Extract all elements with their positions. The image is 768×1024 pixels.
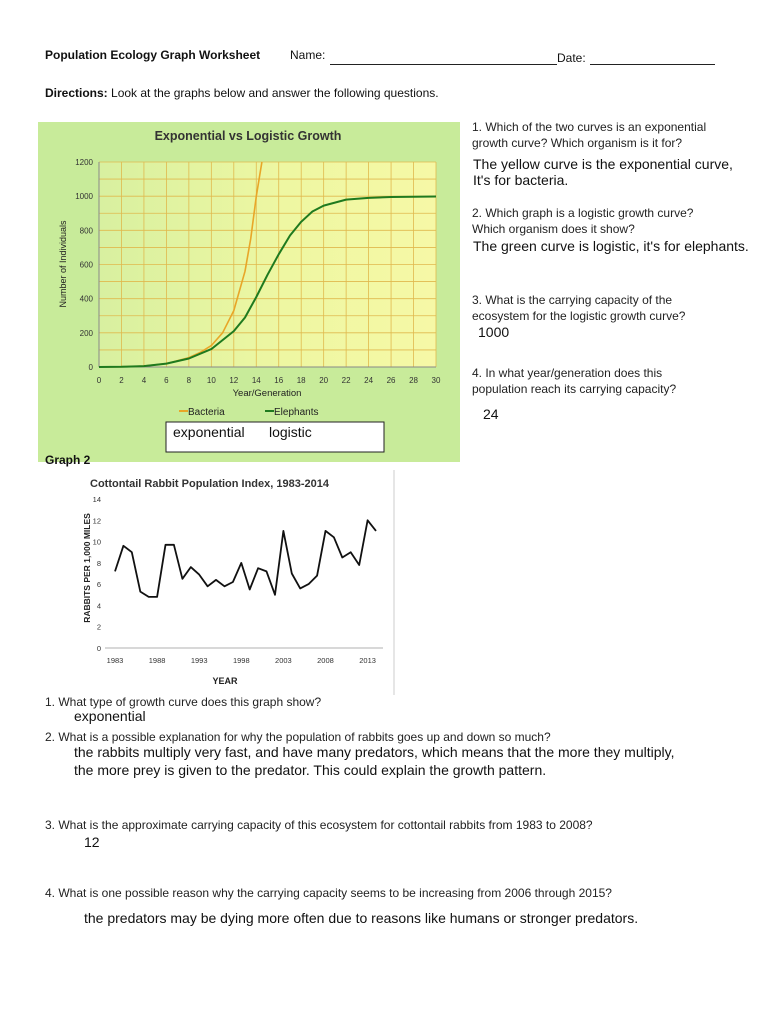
question-3-line-1: 3. What is the carrying capacity of the bbox=[472, 293, 673, 307]
question-2-line-2: Which organism does it show? bbox=[472, 222, 635, 236]
y-tick-label: 400 bbox=[79, 294, 93, 304]
g2-question-4: 4. What is one possible reason why the carrying capacity seems to be increasing from 2006 through 2015? bbox=[45, 886, 612, 900]
legend-bacteria-label: Bacteria bbox=[188, 407, 225, 418]
y-axis-label: Number of Individuals bbox=[58, 220, 68, 308]
g2-answer-3-line-1: 12 bbox=[84, 834, 100, 850]
chart-title: Exponential vs Logistic Growth bbox=[154, 129, 342, 143]
answer-box-exponential: exponential bbox=[173, 424, 245, 440]
rabbit-y-tick-label: 14 bbox=[92, 495, 101, 504]
directions-label: Directions: bbox=[45, 86, 108, 100]
y-tick-label: 600 bbox=[79, 260, 93, 270]
g2-answer-2-line-1: the rabbits multiply very fast, and have many predators, which means that the more they multiply, bbox=[74, 744, 675, 760]
g2-answer-4-line-1: the predators may be dying more often due to reasons like humans or stronger predators. bbox=[84, 910, 639, 926]
directions bbox=[45, 86, 439, 100]
rabbit-x-tick-label: 2008 bbox=[317, 656, 334, 665]
x-tick-label: 26 bbox=[386, 376, 396, 385]
x-tick-label: 0 bbox=[96, 376, 102, 385]
rabbit-x-tick-label: 1993 bbox=[190, 656, 208, 665]
answer-3-line-1: 1000 bbox=[478, 324, 510, 340]
g2-question-1: 1. What type of growth curve does this graph show? bbox=[45, 695, 322, 709]
question-4-line-2: population reach its carrying capacity? bbox=[472, 382, 677, 396]
x-axis-label: Year/Generation bbox=[232, 388, 302, 399]
y-tick-label: 200 bbox=[79, 328, 93, 338]
answer-1-line-1: The yellow curve is the exponential curve, bbox=[473, 156, 733, 172]
logistic-chart bbox=[38, 122, 460, 462]
answer-1-line-2: It's for bacteria. bbox=[473, 172, 569, 188]
rabbit-y-tick-label: 10 bbox=[92, 537, 101, 547]
g2-question-3: 3. What is the approximate carrying capacity of this ecosystem for cottontail rabbits from 1983 to 2008? bbox=[45, 818, 593, 832]
x-tick-label: 2 bbox=[119, 376, 124, 385]
rabbit-x-axis-label: YEAR bbox=[212, 676, 238, 686]
x-tick-label: 28 bbox=[409, 376, 418, 385]
rabbit-y-tick-label: 2 bbox=[96, 622, 101, 632]
rabbit-x-tick-label: 1988 bbox=[148, 656, 166, 665]
rabbit-chart bbox=[45, 470, 395, 695]
g2-question-2: 2. What is a possible explanation for why the population of rabbits goes up and down so much? bbox=[45, 730, 551, 744]
rabbit-y-tick-label: 6 bbox=[96, 580, 101, 590]
x-tick-label: 10 bbox=[206, 376, 216, 385]
question-1-line-2: growth curve? Which organism is it for? bbox=[472, 136, 683, 150]
x-tick-label: 20 bbox=[319, 376, 329, 385]
rabbit-y-tick-label: 0 bbox=[96, 644, 101, 653]
date-label: Date: bbox=[557, 51, 586, 65]
x-tick-label: 12 bbox=[229, 376, 239, 385]
rabbit-x-tick-label: 2013 bbox=[359, 656, 376, 665]
rabbit-x-tick-label: 1983 bbox=[106, 656, 124, 665]
directions-text: Look at the graphs below and answer the following questions. bbox=[111, 86, 439, 100]
rabbit-chart-title: Cottontail Rabbit Population Index, 1983-2014 bbox=[90, 478, 329, 490]
rabbit-y-tick-label: 4 bbox=[96, 601, 101, 611]
answer-2-line-1: The green curve is logistic, it's for elephants. bbox=[473, 238, 749, 254]
rabbit-x-tick-label: 2003 bbox=[275, 656, 292, 665]
legend-elephants-label: Elephants bbox=[274, 407, 319, 418]
name-label: Name: bbox=[290, 48, 326, 62]
g2-answer-1-line-1: exponential bbox=[74, 708, 146, 724]
graph2-label: Graph 2 bbox=[45, 453, 91, 467]
date-field[interactable] bbox=[590, 64, 715, 65]
answer-box-logistic: logistic bbox=[269, 424, 312, 440]
name-field[interactable] bbox=[330, 64, 557, 65]
g2-answer-2-line-2: the more prey is given to the predator. This could explain the growth pattern. bbox=[74, 762, 547, 778]
question-4-line-1: 4. In what year/generation does this bbox=[472, 366, 663, 380]
rabbit-x-tick-label: 1998 bbox=[232, 656, 250, 665]
worksheet-title: Population Ecology Graph Worksheet bbox=[45, 48, 261, 62]
x-tick-label: 24 bbox=[364, 376, 374, 385]
question-3-line-2: ecosystem for the logistic growth curve? bbox=[472, 309, 686, 323]
question-2-line-1: 2. Which graph is a logistic growth curve? bbox=[472, 206, 694, 220]
y-tick-label: 1200 bbox=[75, 158, 93, 167]
rabbit-y-tick-label: 8 bbox=[96, 558, 101, 568]
x-tick-label: 16 bbox=[274, 376, 284, 385]
x-tick-label: 18 bbox=[296, 376, 306, 385]
y-tick-label: 0 bbox=[88, 363, 93, 372]
x-tick-label: 14 bbox=[251, 376, 261, 385]
x-tick-label: 8 bbox=[186, 376, 192, 385]
x-tick-label: 4 bbox=[141, 376, 147, 385]
x-tick-label: 6 bbox=[164, 376, 169, 385]
answer-4-line-1: 24 bbox=[483, 406, 499, 422]
x-tick-label: 30 bbox=[431, 376, 441, 385]
y-tick-label: 1000 bbox=[75, 192, 93, 202]
x-tick-label: 22 bbox=[341, 376, 351, 385]
rabbit-y-tick-label: 12 bbox=[92, 516, 101, 526]
y-tick-label: 800 bbox=[79, 226, 93, 236]
question-1-line-1: 1. Which of the two curves is an exponential bbox=[472, 120, 707, 134]
rabbit-y-axis-label: RABBITS PER 1,000 MILES bbox=[82, 513, 92, 623]
